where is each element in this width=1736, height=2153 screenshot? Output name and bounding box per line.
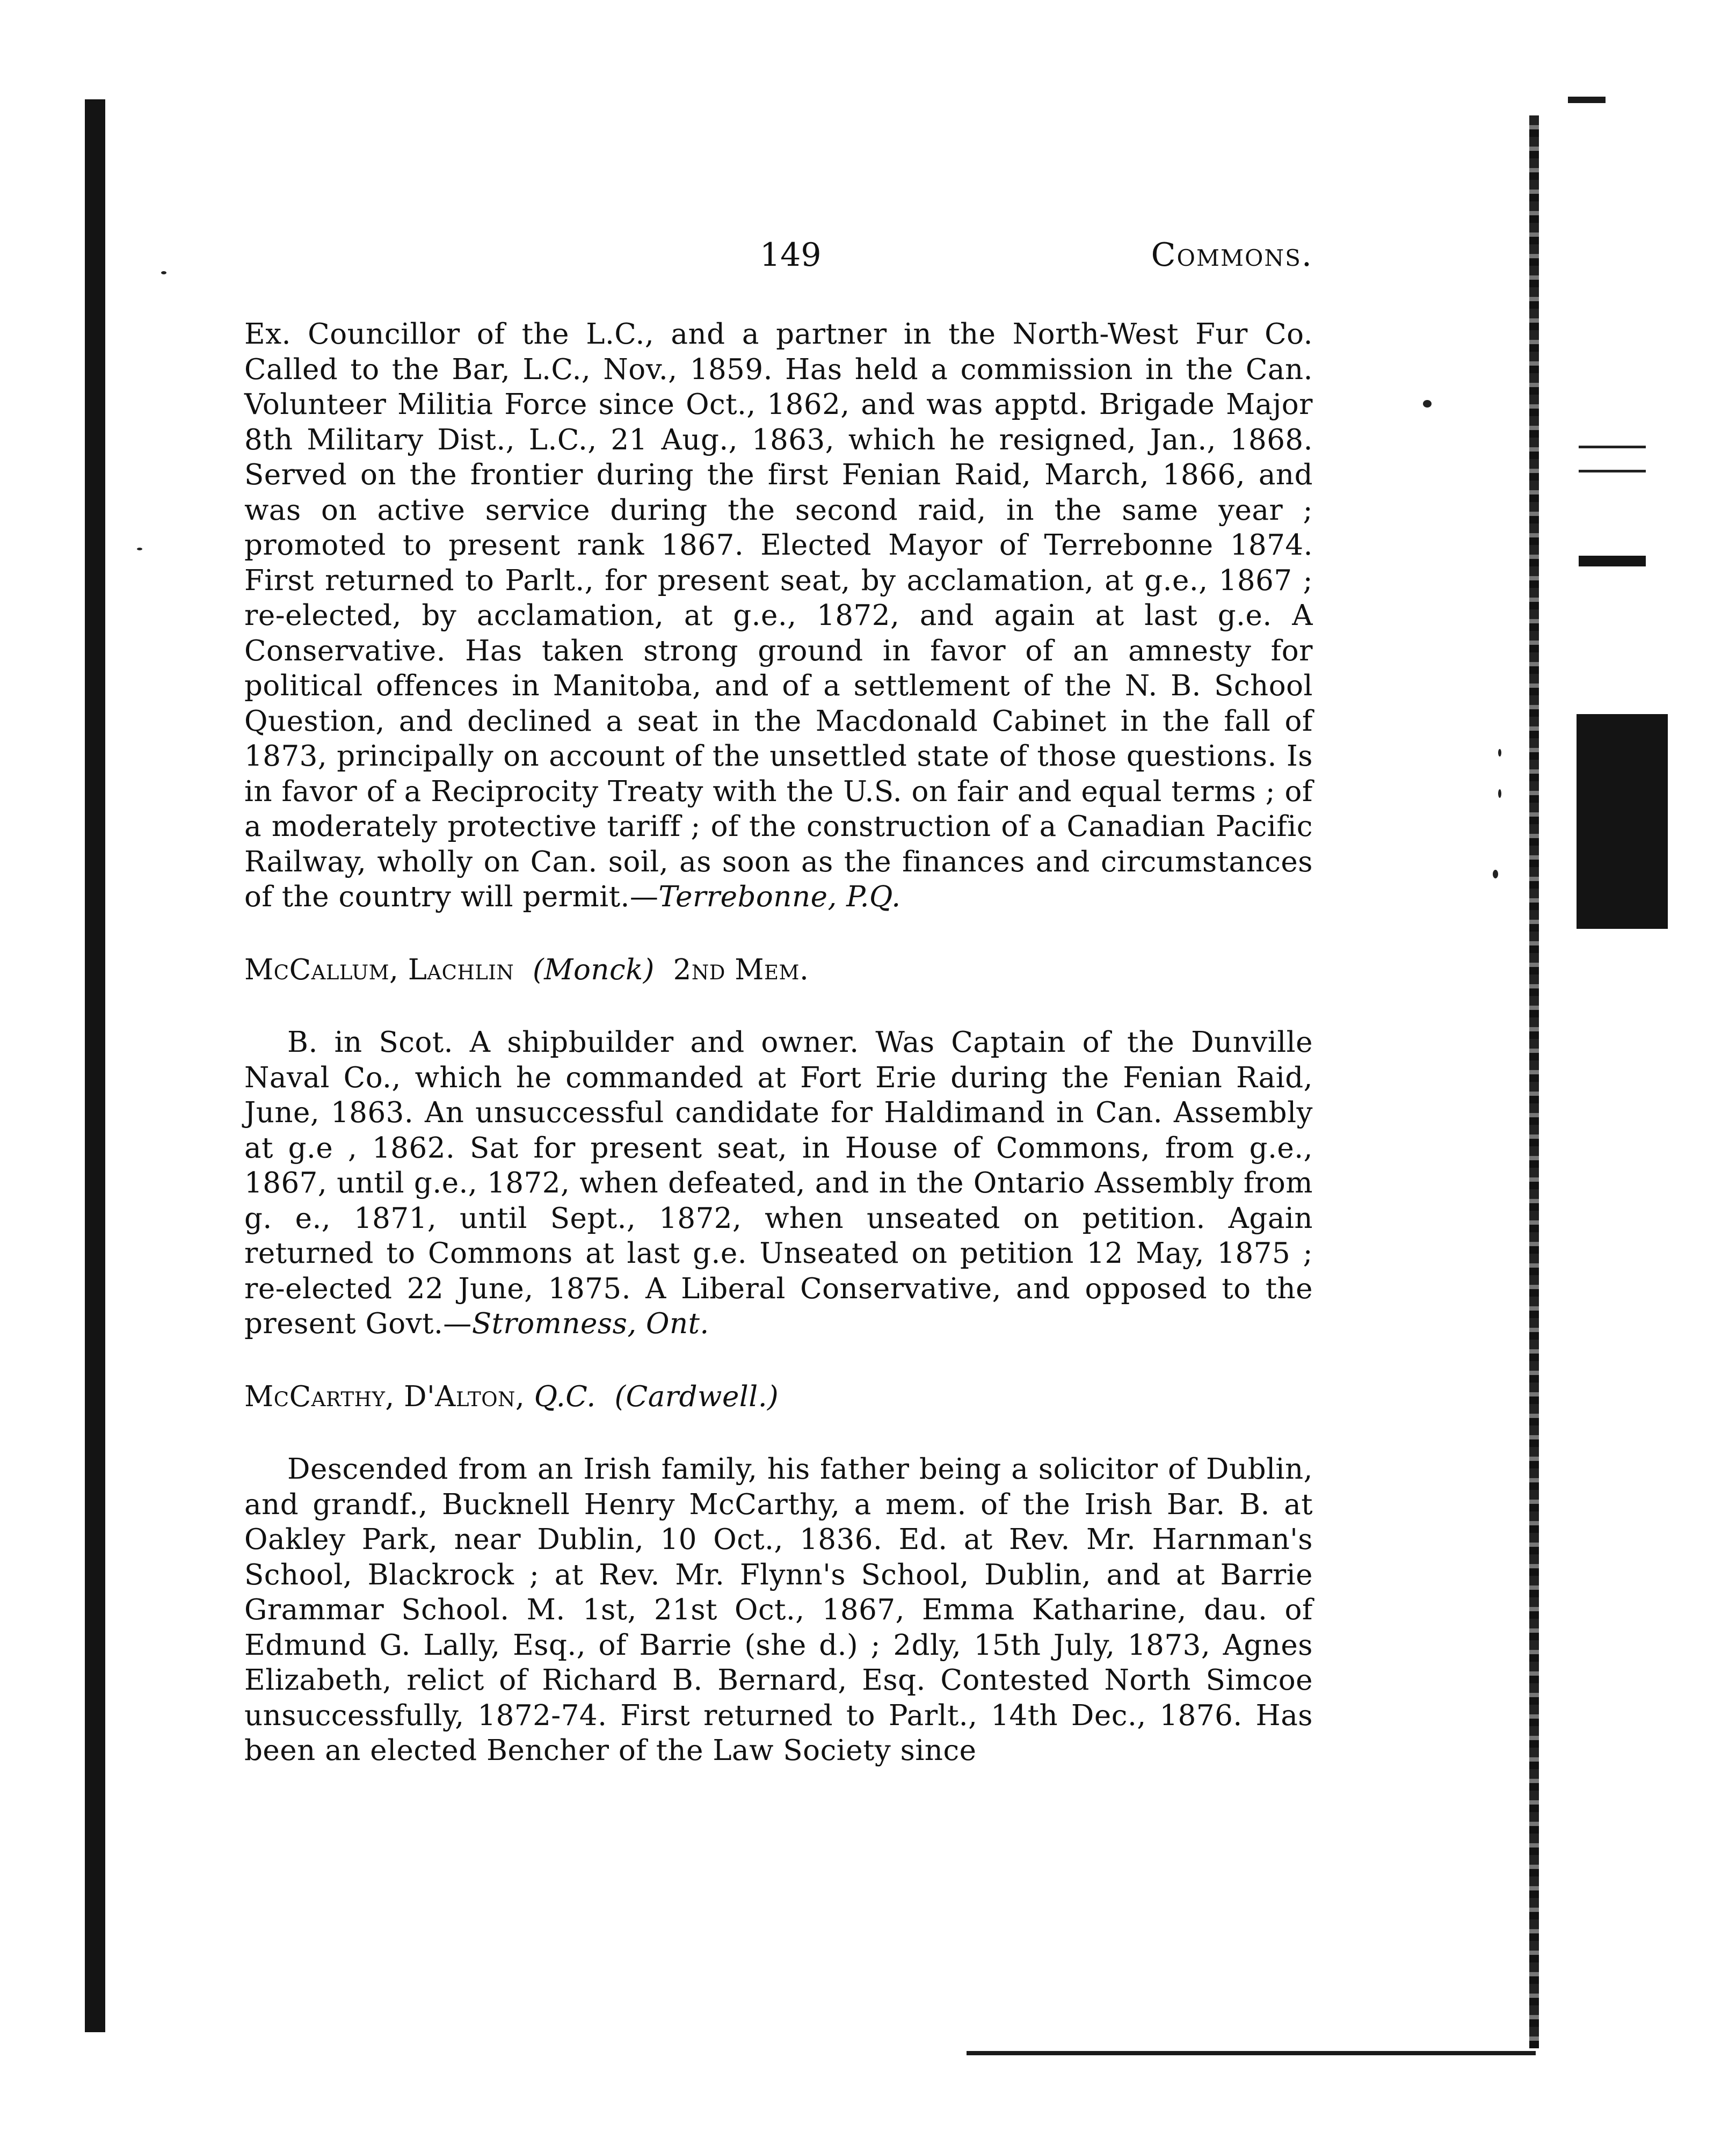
entry-name: McCallum, Lachlin (244, 953, 514, 986)
scan-bottom-rule (967, 2051, 1536, 2055)
scan-speck (1423, 400, 1432, 408)
entry-note: 2nd Mem. (673, 953, 809, 986)
entry-text-mccarthy (244, 1452, 1313, 1769)
page-number: 149 (760, 236, 822, 274)
scan-binding-edge (85, 99, 105, 2032)
scan-mark (1579, 470, 1646, 472)
entry-text-mccallum (244, 1025, 1313, 1342)
continued-entry-residence: Terrebonne, P.Q. (658, 881, 901, 913)
entry-body: Descended from an Irish family, his father being a solicitor of Dublin, and grandf., Bucknell Henry McCarthy, a mem. of the Irish Bar. B. at Oakley Park, near Dublin, 10 Oct., 1836. Ed. at Rev. Mr. Harnman's School, Blackrock ; at Rev. Mr. Flynn's School, Dublin, and at Barrie Grammar School. M. 1st, 21st Oct., 1867, Emma Katharine, dau. of Edmund G. Lally, Esq., of Barrie (she d.) ; 2dly, 15th July, 1873, Agnes Elizabeth, relict of Richard B. Bernard, Esq. Contested North Simcoe unsuccessfully, 1872-74. First returned to Parlt., 14th Dec., 1876. Has been an elected Bencher of the Law Society since (244, 1453, 1313, 1767)
page-header (244, 236, 1313, 285)
entry-qc: Q.C. (534, 1380, 596, 1413)
running-head: Commons. (1151, 236, 1313, 274)
entry-name: McCarthy, D'Alton, (244, 1380, 525, 1413)
scan-mark (1579, 446, 1646, 448)
entry-heading-mccallum (244, 952, 1313, 988)
scan-dark-block (1577, 714, 1668, 929)
scan-speck (1498, 789, 1501, 798)
scan-speck (137, 548, 142, 550)
entry-heading-mccarthy (244, 1379, 1313, 1415)
scan-speck (1493, 870, 1498, 878)
page-body (244, 317, 1313, 1769)
continued-entry-body: Ex. Councillor of the L.C., and a partner in the North-West Fur Co. Called to the Bar, L.C., Nov., 1859. Has held a commission in the Can. Volunteer Militia Force since Oct., 1862, and was apptd. Brigade Major 8th Military Dist., L.C., 21 Aug., 1863, which he resigned, Jan., 1868. Served on the frontier during the first Fenian Raid, March, 1866, and was on active service during the second raid, in the same year ; promoted to present rank 1867. Elected Mayor of Terrebonne 1874. First returned to Parlt., for present seat, by acclamation, at g.e., 1867 ; re-elected, by acclamation, at g.e., 1872, and again at last g.e. A Conservative. Has taken strong ground in favor of an amnesty for political offences in Manitoba, and of a settlement of the N. B. School Question, and declined a seat in the Macdonald Cabinet in the fall of 1873, principally on account of the unsettled state of those questions. Is in favor of a Reciprocity Treaty with the U.S. on fair and equal terms ; of a moderately protective tariff ; of the construction of a Canadian Pacific Railway, wholly on Can. soil, as soon as the finances and circumstances of the country will permit.— (244, 318, 1313, 913)
entry-constituency: (Monck) (533, 953, 655, 986)
entry-constituency: (Cardwell.) (614, 1380, 779, 1413)
entry-body: B. in Scot. A shipbuilder and owner. Was Captain of the Dunville Naval Co., which he commanded at Fort Erie during the Fenian Raid, June, 1863. An unsuccessful candidate for Haldimand in Can. Assembly at g.e , 1862. Sat for present seat, in House of Commons, from g.e., 1867, until g.e., 1872, when defeated, and in the Ontario Assembly from g. e., 1871, until Sept., 1872, when unseated on petition. Again returned to Commons at last g.e. Unseated on petition 12 May, 1875 ; re-elected 22 June, 1875. A Liberal Conservative, and opposed to the present Govt.— (244, 1026, 1313, 1340)
scan-mark (1568, 97, 1606, 103)
scan-speck (1498, 749, 1501, 757)
scan-mark (1579, 556, 1646, 566)
entry-residence: Stromness, Ont. (471, 1307, 709, 1340)
scan-right-edge (1529, 115, 1539, 2048)
continued-entry-text (244, 317, 1313, 915)
scan-speck (161, 271, 166, 274)
